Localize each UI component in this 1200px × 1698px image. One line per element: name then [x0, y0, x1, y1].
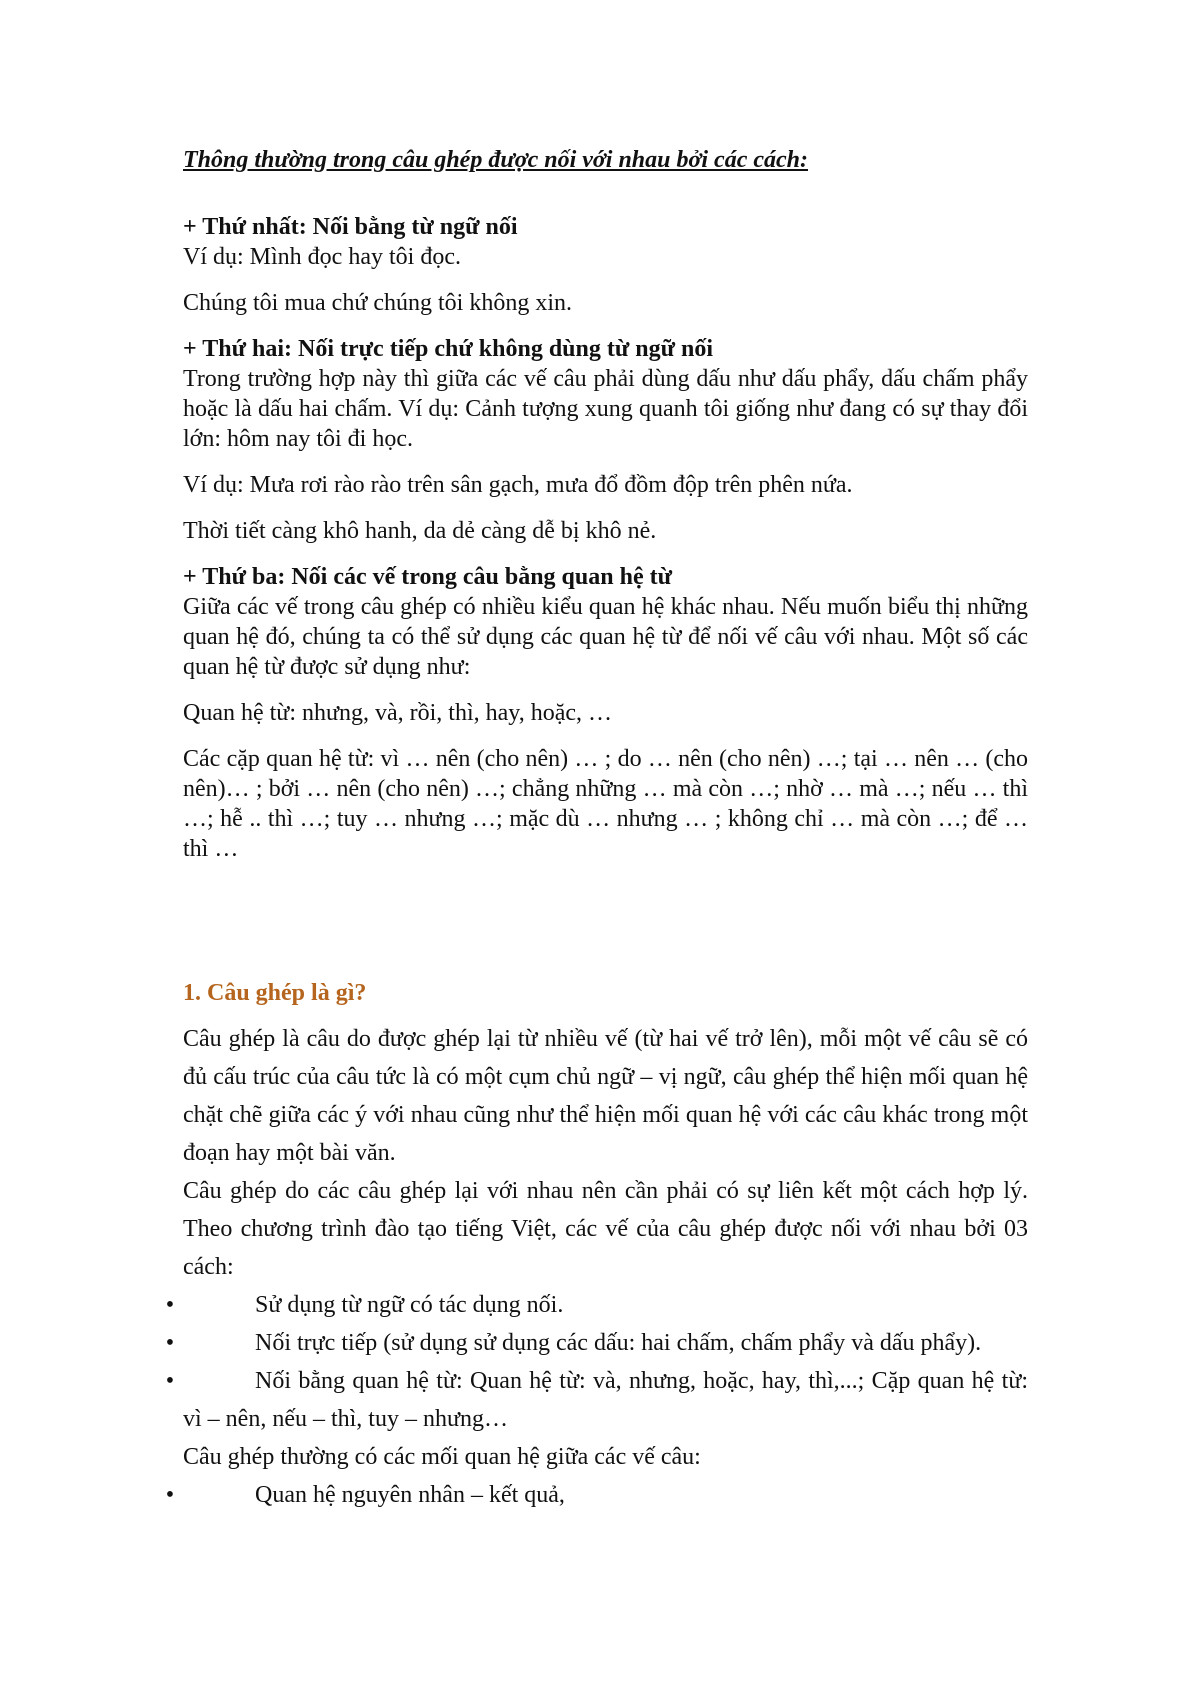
first-method-example-1: Ví dụ: Mình đọc hay tôi đọc. [183, 244, 461, 270]
list-item [165, 1286, 1028, 1324]
list-item [165, 1476, 1028, 1514]
list-item-text: Sử dụng từ ngữ có tác dụng nối. [255, 1292, 564, 1318]
section-1-bullet-list [165, 1286, 1028, 1438]
second-method-example-2: Thời tiết càng khô hanh, da dẻ càng dễ bị khô nẻ. [183, 518, 657, 544]
section-1 [165, 978, 1028, 1514]
section-1-paragraph-2: Câu ghép do các câu ghép lại với nhau nên cần phải có sự liên kết một cách hợp lý. Theo chương trình đào tạo tiếng Việt, các vế của câu ghép được nối với nhau bởi 03 cách: [183, 1178, 1028, 1280]
second-method-heading: + Thứ hai: Nối trực tiếp chứ không dùng từ ngữ nối [183, 336, 714, 362]
document-body [183, 145, 1028, 864]
third-method-heading: + Thứ ba: Nối các vế trong câu bằng quan hệ từ [183, 564, 672, 590]
list-item-text: Nối bằng quan hệ từ: Quan hệ từ: và, nhưng, hoặc, hay, thì,...; Cặp quan hệ từ: vì – nên, nếu – thì, tuy – nhưng… [183, 1368, 1028, 1432]
section-1-bullet-list-2 [165, 1476, 1028, 1514]
bullet-icon: • [165, 1368, 175, 1394]
third-method-connectors: Quan hệ từ: nhưng, và, rồi, thì, hay, hoặc, … [183, 700, 613, 726]
bullet-icon: • [165, 1292, 175, 1318]
section-1-title: 1. Câu ghép là gì? [183, 980, 367, 1006]
second-method-body: Trong trường hợp này thì giữa các vế câu phải dùng dấu như dấu phẩy, dấu chấm phẩy hoặc là dấu hai chấm. Ví dụ: Cảnh tượng xung quanh tôi giống như đang có sự thay đổi lớn: hôm nay tôi đi học. [183, 366, 1028, 452]
list-item-text: Quan hệ nguyên nhân – kết quả, [255, 1482, 565, 1508]
first-method-example-2: Chúng tôi mua chứ chúng tôi không xin. [183, 290, 572, 316]
section-1-paragraph-3: Câu ghép thường có các mối quan hệ giữa các vế câu: [183, 1444, 701, 1470]
third-method-body: Giữa các vế trong câu ghép có nhiều kiểu quan hệ khác nhau. Nếu muốn biểu thị những quan hệ đó, chúng ta có thể sử dụng các quan hệ từ để nối vế câu với nhau. Một số các quan hệ từ được sử dụng như: [183, 594, 1028, 680]
bullet-icon: • [165, 1330, 175, 1356]
section-1-paragraph-1: Câu ghép là câu do được ghép lại từ nhiều vế (từ hai vế trở lên), mỗi một vế câu sẽ có đủ cấu trúc của câu tức là có một cụm chủ ngữ – vị ngữ, câu ghép thể hiện mối quan hệ chặt chẽ giữa các ý với nhau cũng như thể hiện mối quan hệ với các câu khác trong một đoạn hay một bài văn. [183, 1026, 1028, 1166]
document-title: Thông thường trong câu ghép được nối với nhau bởi các cách: [183, 147, 808, 173]
bullet-icon: • [165, 1482, 175, 1508]
first-method-heading: + Thứ nhất: Nối bằng từ ngữ nối [183, 214, 518, 240]
list-item [165, 1362, 1028, 1438]
list-item-text: Nối trực tiếp (sử dụng sử dụng các dấu: hai chấm, chấm phẩy và dấu phẩy). [255, 1330, 982, 1356]
second-method-example-1: Ví dụ: Mưa rơi rào rào trên sân gạch, mưa đổ đồm độp trên phên nứa. [183, 472, 853, 498]
third-method-pairs: Các cặp quan hệ từ: vì … nên (cho nên) … ; do … nên (cho nên) …; tại … nên … (cho nên)… ; bởi … nên (cho nên) …; chẳng những … mà còn …; nhờ … mà …; nếu … thì …; hễ .. thì …; tuy … nhưng …; mặc dù … nhưng … ; không chỉ … mà còn …; để … thì … [183, 746, 1028, 862]
list-item [165, 1324, 1028, 1362]
